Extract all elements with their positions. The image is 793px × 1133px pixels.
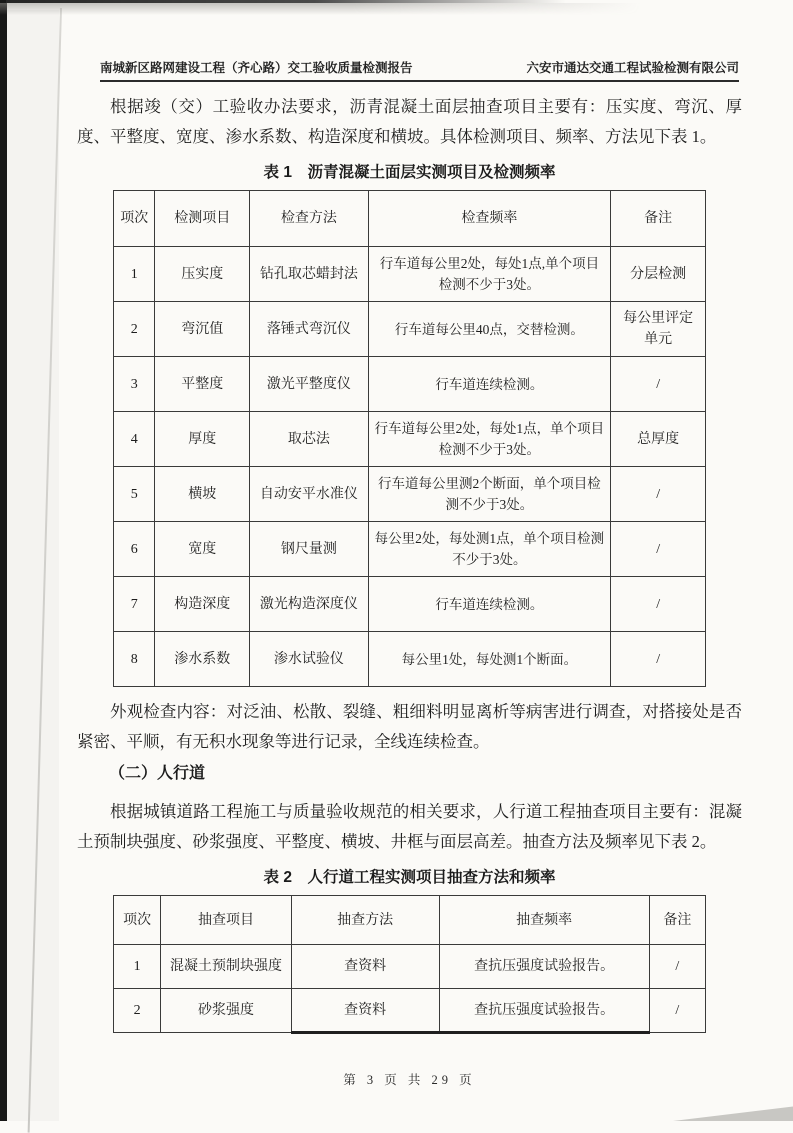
- table-cell: 厚度: [155, 412, 250, 467]
- table-cell: 弯沉值: [155, 302, 250, 357]
- table1-header-row: [114, 191, 706, 247]
- table2: [113, 895, 706, 1033]
- table-cell: 构造深度: [155, 577, 250, 632]
- table-cell: /: [611, 522, 706, 577]
- table-cell: 查抗压强度试验报告。: [439, 989, 649, 1033]
- column-header: 项次: [114, 191, 155, 247]
- table-row: [114, 577, 706, 632]
- column-header: 检测项目: [155, 191, 250, 247]
- paragraph-intro-table1: 根据竣（交）工验收办法要求，沥青混凝土面层抽查项目主要有：压实度、弯沉、厚度、平整度、宽度、渗水系数、构造深度和横坡。具体检测项目、频率、方法见下表 1。: [77, 97, 742, 146]
- table-cell: 渗水试验仪: [250, 632, 368, 687]
- page-header: [100, 58, 739, 82]
- table-cell: 查抗压强度试验报告。: [439, 945, 649, 989]
- column-header: 备注: [649, 896, 705, 945]
- table-cell: 砂浆强度: [161, 989, 291, 1033]
- column-header: 抽查项目: [161, 896, 291, 945]
- table-cell: 行车道连续检测。: [368, 357, 611, 412]
- scan-top-shadow-band: [0, 3, 640, 15]
- table-cell: 钻孔取芯蜡封法: [250, 247, 368, 302]
- table-cell: 落锤式弯沉仪: [250, 302, 368, 357]
- table2-header-row: [114, 896, 706, 945]
- table-cell: 横坡: [155, 467, 250, 522]
- table-row: [114, 302, 706, 357]
- column-header: 备注: [611, 191, 706, 247]
- table-cell: 行车道每公里2处，每处1点，单个项目检测不少于3处。: [368, 412, 611, 467]
- table-cell: 2: [114, 302, 155, 357]
- table-cell: 1: [114, 945, 161, 989]
- table-cell: 每公里1处，每处测1个断面。: [368, 632, 611, 687]
- column-header: 检查方法: [250, 191, 368, 247]
- column-header: 抽查方法: [291, 896, 439, 945]
- table-row: [114, 632, 706, 687]
- table-cell: 行车道每公里测2个断面，单个项目检测不少于3处。: [368, 467, 611, 522]
- table-cell: 5: [114, 467, 155, 522]
- table-cell: 行车道每公里2处，每处1点,单个项目检测不少于3处。: [368, 247, 611, 302]
- table-cell: 平整度: [155, 357, 250, 412]
- table2-page-cut-border: [291, 1031, 650, 1034]
- table-cell: 4: [114, 412, 155, 467]
- section2-heading: （二）人行道: [109, 765, 206, 782]
- table-cell: 每公里评定单元: [611, 302, 706, 357]
- table-cell: 渗水系数: [155, 632, 250, 687]
- table-cell: 查资料: [291, 989, 439, 1033]
- table-cell: 每公里2处，每处测1点，单个项目检测不少于3处。: [368, 522, 611, 577]
- table1: [113, 190, 706, 687]
- table-cell: /: [611, 357, 706, 412]
- column-header: 抽查频率: [439, 896, 649, 945]
- report-title: 南城新区路网建设工程（齐心路）交工验收质量检测报告: [100, 61, 413, 75]
- page-number: 第 3 页 共 29 页: [343, 1073, 476, 1087]
- table-cell: 查资料: [291, 945, 439, 989]
- table-row: [114, 412, 706, 467]
- table1-title: 表 1 沥青混凝土面层实测项目及检测频率: [263, 164, 556, 181]
- column-header: 检查频率: [368, 191, 611, 247]
- paragraph-intro-table2: 根据城镇道路工程施工与质量验收规范的相关要求，人行道工程抽查项目主要有：混凝土预制块强度、砂浆强度、平整度、横坡、井框与面层高差。抽查方法及频率见下表 2。: [77, 802, 742, 851]
- table-row: [114, 467, 706, 522]
- table-cell: 行车道连续检测。: [368, 577, 611, 632]
- table-cell: 7: [114, 577, 155, 632]
- table-cell: 3: [114, 357, 155, 412]
- company-name: 六安市通达交通工程试验检测有限公司: [526, 61, 739, 75]
- scan-corner-shadow: [673, 1104, 793, 1121]
- table-row: [114, 357, 706, 412]
- table-row: [114, 247, 706, 302]
- table-cell: 1: [114, 247, 155, 302]
- table-cell: 分层检测: [611, 247, 706, 302]
- table-cell: 8: [114, 632, 155, 687]
- table-row: [114, 945, 706, 989]
- table-cell: 自动安平水准仪: [250, 467, 368, 522]
- table-cell: 激光构造深度仪: [250, 577, 368, 632]
- table-row: [114, 522, 706, 577]
- table-row: [114, 989, 706, 1033]
- table-cell: /: [611, 577, 706, 632]
- table-cell: 钢尺量测: [250, 522, 368, 577]
- table-cell: 激光平整度仪: [250, 357, 368, 412]
- table-cell: /: [611, 632, 706, 687]
- paragraph-appearance-check: 外观检查内容：对泛油、松散、裂缝、粗细料明显离析等病害进行调查，对搭接处是否紧密、平顺，有无积水现象等进行记录，全线连续检查。: [77, 702, 742, 751]
- table-cell: 取芯法: [250, 412, 368, 467]
- table-cell: 宽度: [155, 522, 250, 577]
- table-cell: /: [611, 467, 706, 522]
- table-cell: 混凝土预制块强度: [161, 945, 291, 989]
- column-header: 项次: [114, 896, 161, 945]
- table-cell: /: [649, 989, 705, 1033]
- table-cell: 压实度: [155, 247, 250, 302]
- table-cell: 总厚度: [611, 412, 706, 467]
- table-cell: 2: [114, 989, 161, 1033]
- table-cell: 6: [114, 522, 155, 577]
- table-cell: /: [649, 945, 705, 989]
- table2-title: 表 2 人行道工程实测项目抽查方法和频率: [263, 869, 556, 886]
- scan-edge-strip: [0, 0, 7, 1121]
- table-cell: 行车道每公里40点，交替检测。: [368, 302, 611, 357]
